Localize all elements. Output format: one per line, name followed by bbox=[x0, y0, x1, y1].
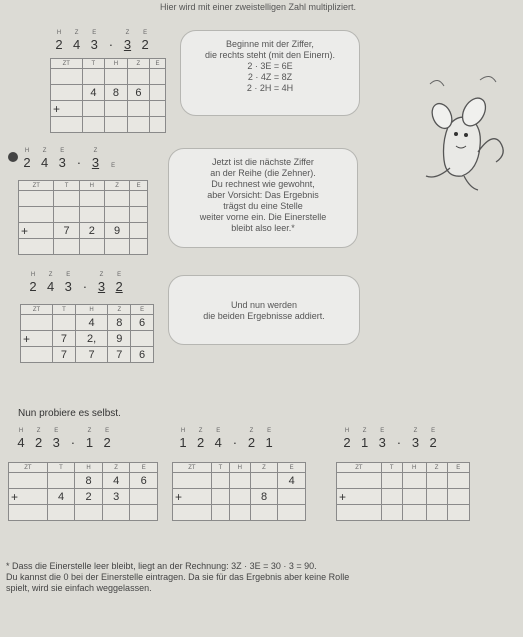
mouse-illustration bbox=[420, 72, 515, 197]
task-1-multiplication: H 4 Z 2 E 3 · Z 1 E 2 bbox=[17, 428, 111, 450]
footnote: * Dass die Einerstelle leer bleibt, liegt an der Rechnung: 3Z · 3E = 30 · 3 = 90. Du kannst die 0 bei der Einerstelle eintragen. Da sie für das Ergebnis aber keine Rolle spielt, wird sie einfach weggelassen. bbox=[6, 561, 350, 593]
task-3-grid[interactable]: ZT T H Z E + bbox=[336, 462, 470, 521]
hint-bubble-3: Und nun werden die beiden Ergebnisse addiert. bbox=[168, 275, 360, 345]
hint-bubble-1: Beginne mit der Ziffer, die rechts steht (mit den Einern). 2 · 3E = 6E 2 · 4Z = 8Z 2 · 2H = 4H bbox=[180, 30, 360, 116]
example-3-multiplication: H 2 Z 4 E 3 · Z 3 E 2 bbox=[29, 272, 123, 294]
section-title: Nun probiere es selbst. bbox=[18, 408, 121, 419]
task-2-multiplication: H 1 Z 2 E 4 · Z 2 E 1 bbox=[179, 428, 273, 450]
example-1-grid: ZT T H Z E 4 8 6 + bbox=[50, 58, 166, 133]
hint-bubble-2: Jetzt ist die nächste Ziffer an der Reihe (die Zehner). Du rechnest wie gewohnt, aber Vorsicht: Das Ergebnis trägst du eine Stelle weiter vorne ein. Die Einerstelle bleibt also leer.* bbox=[168, 148, 358, 248]
worksheet-header: Hier wird mit einer zweistelligen Zahl multipliziert. bbox=[160, 2, 357, 12]
task-2-grid[interactable]: ZT T H Z E 4 + 8 bbox=[172, 462, 306, 521]
example-1-multiplication: H 2 Z 4 E 3 · Z 3 E 2 bbox=[55, 30, 149, 52]
bullet-dot bbox=[8, 152, 18, 162]
example-3-grid: ZT T H Z E 4 8 6 + 7 2, 9 7 7 7 6 bbox=[20, 304, 154, 363]
task-3-multiplication: H 2 Z 1 E 3 · Z 3 E 2 bbox=[343, 428, 437, 450]
task-1-grid[interactable]: ZT T H Z E 8 4 6 + 4 2 3 bbox=[8, 462, 158, 521]
example-2-grid: ZT T H Z E + 7 2 9 bbox=[18, 180, 148, 255]
example-2-multiplication: H 2 Z 4 E 3 · Z 3 E bbox=[23, 148, 116, 170]
